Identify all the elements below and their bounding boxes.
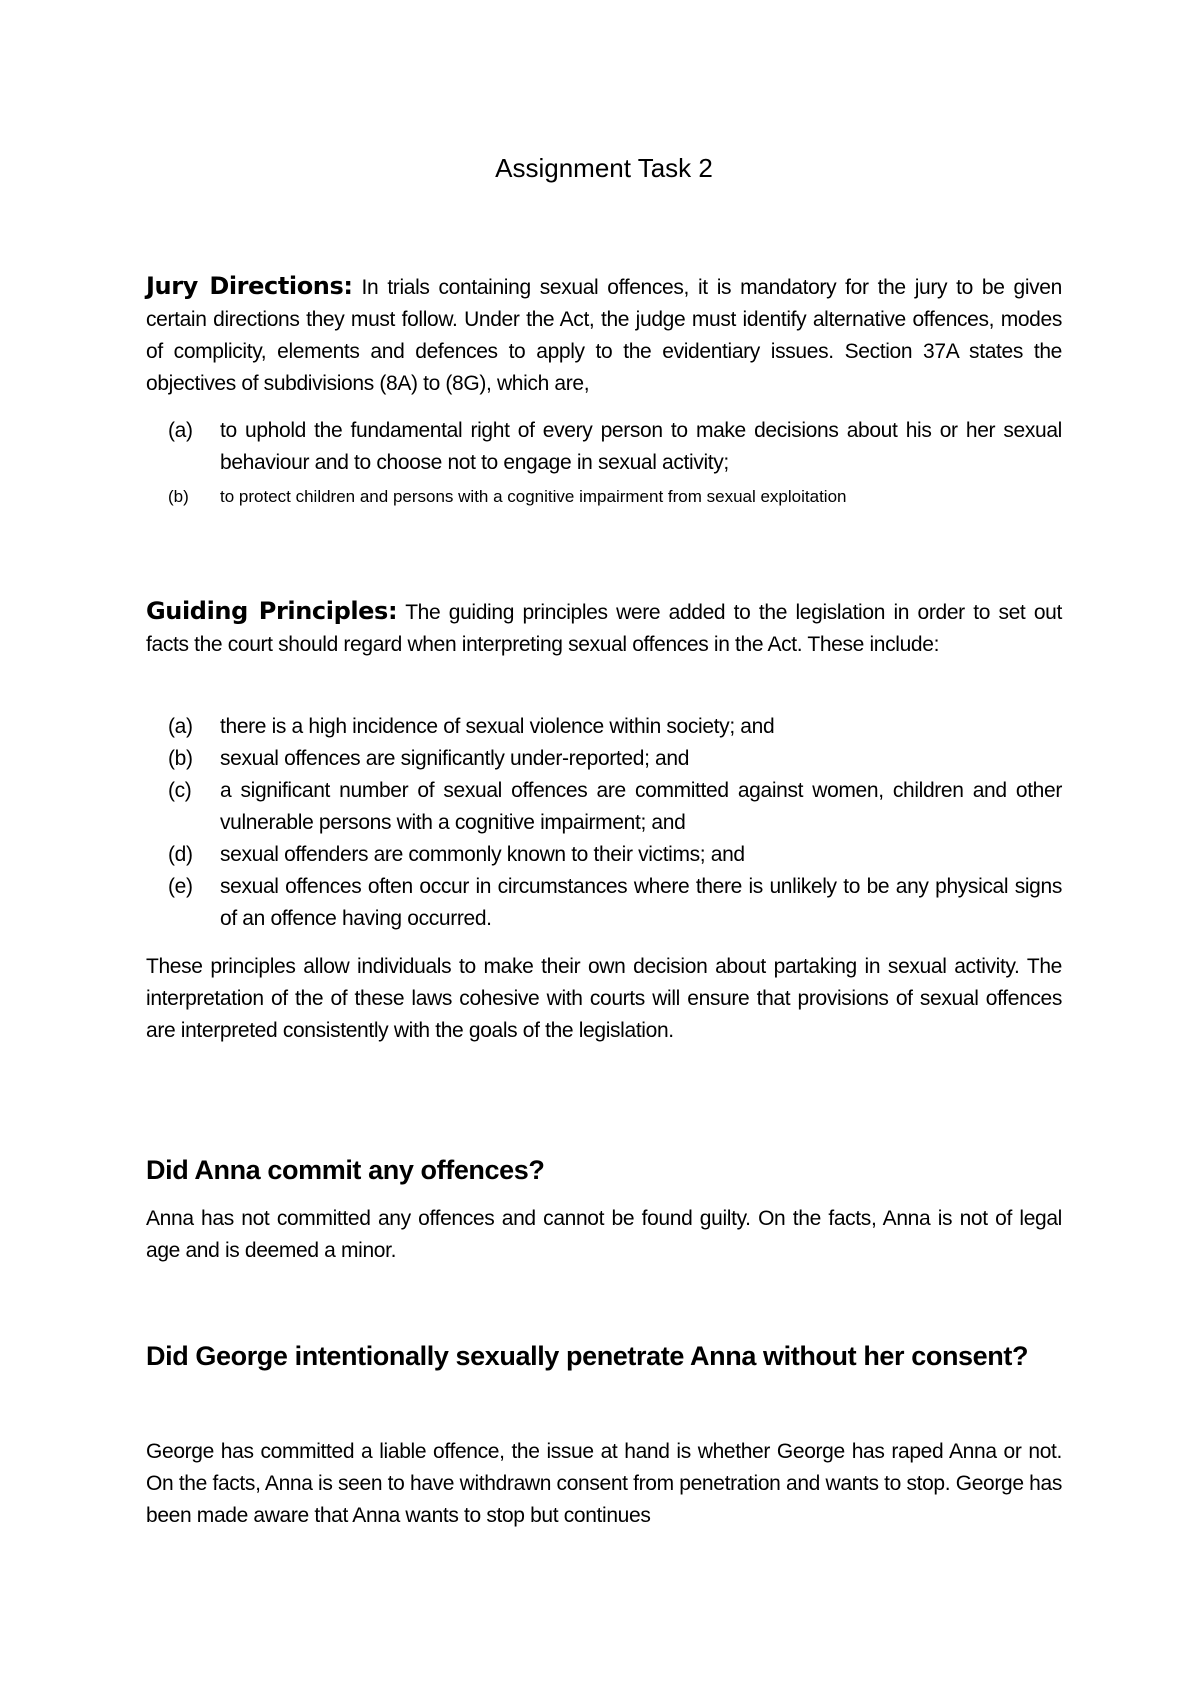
list-item-text: there is a high incidence of sexual violence within society; and	[220, 715, 775, 738]
list-item-text: sexual offences are significantly under-reported; and	[220, 747, 690, 770]
document-title: Assignment Task 2	[495, 153, 713, 183]
list-item-label: (d)	[168, 843, 193, 866]
list-item-text: to protect children and persons with a cognitive impairment from sexual exploitation	[220, 487, 847, 506]
list-item-label: (e)	[168, 875, 193, 898]
list-item	[146, 839, 1062, 871]
list-item	[146, 481, 1062, 513]
list-item	[146, 415, 1062, 479]
list-item-label: (b)	[168, 487, 189, 506]
guiding-principles-heading: Guiding Principles:	[146, 597, 398, 625]
guiding-principles-paragraph	[146, 595, 1062, 661]
guiding-principles-list	[146, 711, 1062, 935]
list-item-label: (a)	[168, 715, 193, 738]
list-item	[146, 743, 1062, 775]
anna-answer-paragraph: Anna has not committed any offences and cannot be found guilty. On the facts, Anna is not of legal age and is deemed a minor.	[146, 1207, 1062, 1262]
jury-directions-heading: Jury Directions:	[146, 272, 353, 300]
list-item-text: sexual offenders are commonly known to their victims; and	[220, 843, 745, 866]
list-item-label: (b)	[168, 747, 193, 770]
anna-question-heading: Did Anna commit any offences?	[146, 1155, 545, 1185]
jury-objectives-list	[146, 415, 1062, 513]
list-item-label: (c)	[168, 779, 192, 802]
george-answer-paragraph: George has committed a liable offence, the issue at hand is whether George has raped Anna or not. On the facts, Anna is seen to have withdrawn consent from penetration and wants to stop. George has been made aware that Anna wants to stop but continues	[146, 1440, 1062, 1527]
guiding-principles-body: The guiding principles were added to the legislation in order to set out facts the court should regard when interpreting sexual offences in the Act. These include:	[146, 601, 1062, 656]
list-item-text: a significant number of sexual offences are committed against women, children and other vulnerable persons with a cognitive impairment; and	[220, 779, 1062, 834]
jury-directions-paragraph	[146, 270, 1062, 400]
list-item	[146, 711, 1062, 743]
list-item	[146, 871, 1062, 935]
list-item-label: (a)	[168, 419, 193, 442]
guiding-principles-conclusion: These principles allow individuals to make their own decision about partaking in sexual activity. The interpretation of the of these laws cohesive with courts will ensure that provisions of sexual offences are interpreted consistently with the goals of the legislation.	[146, 955, 1062, 1042]
jury-directions-body: In trials containing sexual offences, it is mandatory for the jury to be given certain directions they must follow. Under the Act, the judge must identify alternative offences, modes of complicity, elements and defences to apply to the evidentiary issues. Section 37A states the objectives of subdivisions (8A) to (8G), which are,	[146, 276, 1062, 395]
list-item	[146, 775, 1062, 839]
george-question-heading: Did George intentionally sexually penetrate Anna without her consent?	[146, 1341, 1029, 1371]
list-item-text: sexual offences often occur in circumstances where there is unlikely to be any physical signs of an offence having occurred.	[220, 875, 1062, 930]
list-item-text: to uphold the fundamental right of every person to make decisions about his or her sexual behaviour and to choose not to engage in sexual activity;	[220, 419, 1062, 474]
